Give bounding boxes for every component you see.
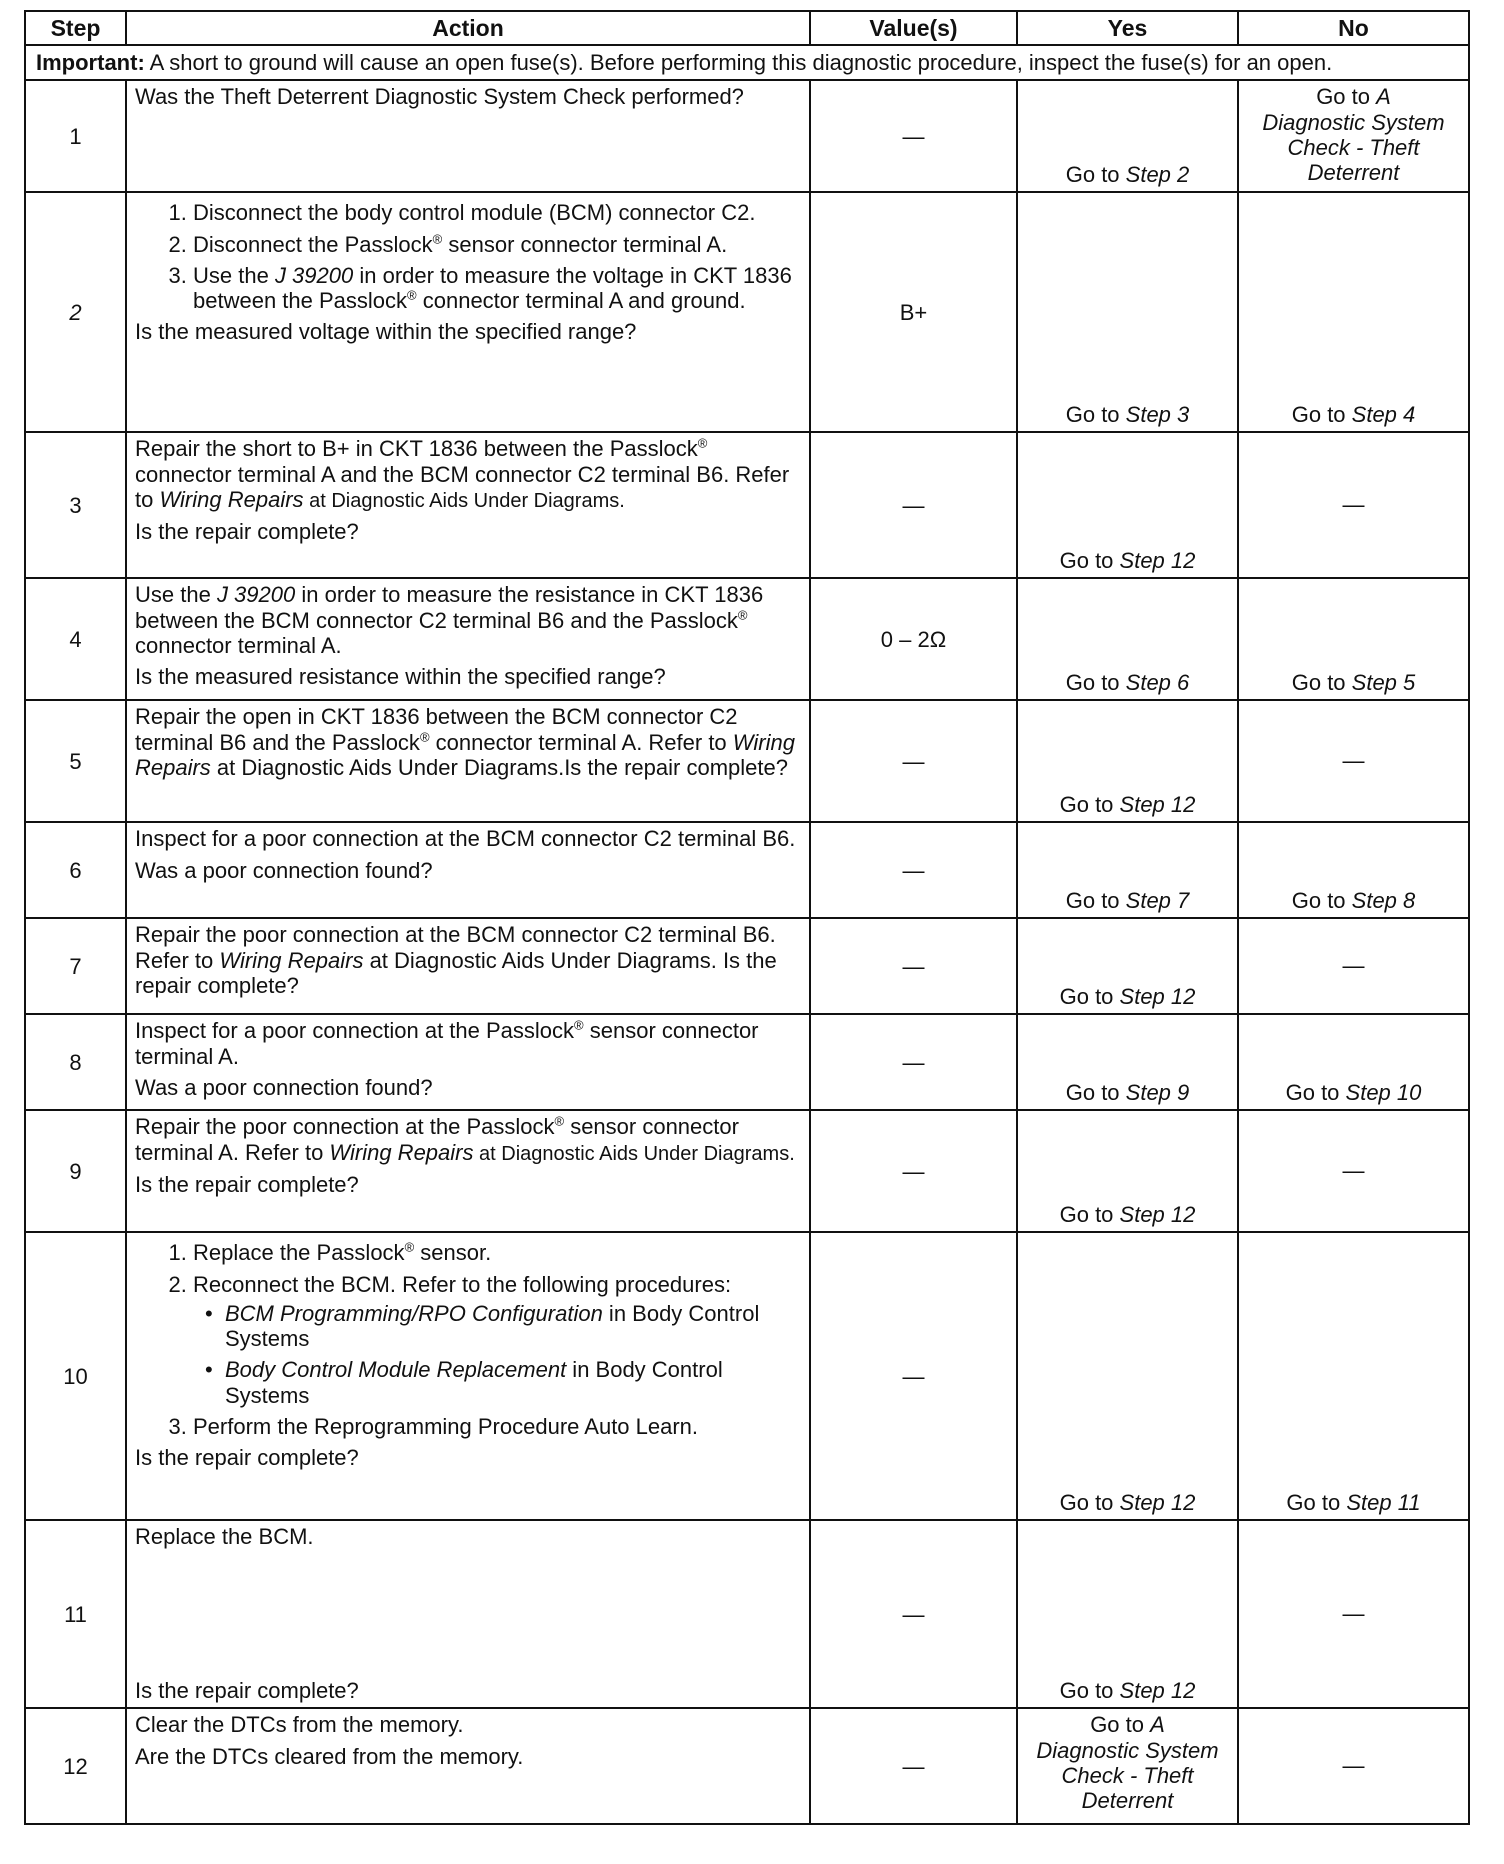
step-number: 6 (25, 822, 126, 918)
step-number: 12 (25, 1708, 126, 1824)
item-text: sensor. (414, 1240, 492, 1266)
yes-link[interactable]: Step 12 (1119, 548, 1196, 573)
text-part: connector terminal A. Refer to (429, 729, 733, 755)
list-item (193, 263, 801, 314)
registered-mark: ® (419, 729, 430, 745)
yes-cell (1017, 1232, 1238, 1520)
registered-mark: ® (574, 1017, 584, 1033)
table-row-step-8 (25, 1014, 1469, 1110)
tool-name: J 39200 (274, 262, 354, 288)
yes-cell (1017, 80, 1238, 192)
no-cell (1238, 1014, 1469, 1110)
no-cell: — (1238, 432, 1469, 578)
table-row-step-10 (25, 1232, 1469, 1520)
no-cell: — (1238, 918, 1469, 1014)
diagnostic-table-sheet (24, 10, 1468, 1825)
yes-link[interactable]: Step 12 (1119, 984, 1196, 1009)
item-text: sensor connector terminal A. (442, 231, 728, 257)
list-item (193, 1272, 801, 1408)
header-row (25, 11, 1469, 45)
action-question: Was a poor connection found? (135, 857, 433, 883)
no-link[interactable]: Step 11 (1346, 1490, 1421, 1515)
yes-link[interactable]: Step 3 (1125, 402, 1190, 427)
action-question: Are the DTCs cleared from the memory. (135, 1743, 524, 1769)
item-text: in Body Control Systems (225, 1357, 723, 1408)
text-part: at Diagnostic Aids Under Diagrams. (473, 1142, 795, 1165)
action-question: Is the repair complete? (135, 518, 359, 544)
registered-mark: ® (407, 287, 417, 303)
action-text (135, 922, 801, 998)
value-cell: B+ (810, 192, 1017, 432)
text-part: sensor connector terminal A. (135, 1018, 759, 1069)
text-part: sensor connector terminal A. Refer to (135, 1114, 739, 1165)
goto-text: Go to (1316, 84, 1377, 110)
list-item (193, 1240, 801, 1265)
text-part: Repair the poor connection at the Passlock (135, 1114, 555, 1140)
item-text: Replace the Passlock (193, 1240, 405, 1266)
procedure-item (225, 1357, 801, 1408)
important-text: A short to ground will cause an open fuse(s). Before performing this diagnostic procedure, inspect the fuse(s) for an open. (144, 50, 1333, 75)
goto-text: Go to (1285, 1080, 1346, 1105)
action-cell (126, 1014, 810, 1110)
action-cell (126, 918, 810, 1014)
no-link[interactable]: Step 10 (1345, 1080, 1422, 1105)
value-cell: 0 – 2Ω (810, 578, 1017, 700)
step-number: 10 (25, 1232, 126, 1520)
text-part: at Diagnostic Aids Under Diagrams. (303, 489, 625, 512)
no-link[interactable]: Step 8 (1351, 888, 1416, 913)
text-part: Inspect for a poor connection at the Passlock (135, 1018, 575, 1044)
action-text (135, 1114, 801, 1165)
important-note (25, 45, 1469, 80)
action-text: Inspect for a poor connection at the BCM connector C2 terminal B6. (135, 826, 796, 852)
value-cell: — (810, 80, 1017, 192)
step-number: 9 (25, 1110, 126, 1232)
list-item (193, 232, 801, 257)
step-number: 4 (25, 578, 126, 700)
action-text: Replace the BCM. (135, 1524, 314, 1550)
yes-link[interactable]: Step 12 (1119, 1202, 1196, 1227)
reference-link: Wiring Repairs (219, 947, 364, 973)
item-text: Use the (193, 262, 275, 288)
yes-link-title[interactable]: Diagnostic System Check - Theft Deterrent (1036, 1737, 1219, 1814)
no-cell (1238, 80, 1469, 192)
yes-link[interactable]: Step 12 (1119, 1490, 1196, 1515)
table-row-step-11 (25, 1520, 1469, 1708)
action-text (135, 1018, 801, 1069)
value-cell: — (810, 1520, 1017, 1708)
yes-cell (1017, 700, 1238, 822)
action-question: Is the measured voltage within the specified range? (135, 319, 637, 345)
yes-link[interactable]: Step 7 (1125, 888, 1190, 913)
goto-text: Go to (1059, 1678, 1120, 1703)
yes-cell (1017, 1110, 1238, 1232)
action-cell (126, 1520, 810, 1708)
no-cell (1238, 192, 1469, 432)
goto-text: Go to (1291, 670, 1352, 695)
value-cell: — (810, 822, 1017, 918)
action-question: Is the measured resistance within the specified range? (135, 664, 666, 690)
goto-text: Go to (1059, 548, 1120, 573)
reference-link: Wiring Repairs (329, 1139, 474, 1165)
no-link[interactable]: Step 4 (1351, 402, 1416, 427)
goto-text: Go to (1059, 1490, 1120, 1515)
reference-link: Body Control Module Replacement (225, 1357, 567, 1383)
no-cell: — (1238, 1708, 1469, 1824)
text-part: at Diagnostic Aids Under Diagrams.Is the repair complete? (210, 754, 788, 780)
yes-cell (1017, 1014, 1238, 1110)
value-cell: — (810, 1232, 1017, 1520)
procedure-item (225, 1301, 801, 1352)
goto-text: Go to (1065, 402, 1126, 427)
step-number: 5 (25, 700, 126, 822)
registered-mark: ® (554, 1113, 565, 1129)
value-cell: — (810, 918, 1017, 1014)
text-part: at Diagnostic Aids Under Diagrams. Is the repair complete? (135, 947, 777, 998)
no-link[interactable]: Step 5 (1351, 670, 1416, 695)
list-item: 3. Perform the Reprogramming Procedure Auto Learn. (193, 1414, 801, 1439)
reference-link: Wiring Repairs (159, 486, 304, 512)
goto-text: Go to (1286, 1490, 1347, 1515)
goto-text: Go to (1059, 792, 1120, 817)
header-value: Value(s) (810, 11, 1017, 45)
item-text: connector terminal A and ground. (416, 288, 746, 314)
registered-mark: ® (432, 231, 443, 247)
action-text: Was the Theft Deterrent Diagnostic System Check performed? (135, 84, 744, 110)
table-row-step-7 (25, 918, 1469, 1014)
goto-text: Go to (1291, 888, 1352, 913)
goto-text: Go to (1291, 402, 1352, 427)
value-cell: — (810, 1014, 1017, 1110)
text-part: Repair the poor connection at the BCM connector C2 terminal B6. Refer to (135, 922, 776, 973)
goto-text: Go to (1065, 162, 1126, 187)
registered-mark: ® (404, 1239, 415, 1255)
yes-link[interactable]: Step 9 (1125, 1080, 1190, 1105)
header-yes: Yes (1017, 11, 1238, 45)
header-step: Step (25, 11, 126, 45)
yes-cell (1017, 918, 1238, 1014)
value-cell: — (810, 1110, 1017, 1232)
step-number: 1 (25, 80, 126, 192)
action-text (135, 704, 801, 780)
step-number: 3 (25, 432, 126, 578)
action-question: Was a poor connection found? (135, 1074, 433, 1100)
reference-link: BCM Programming/RPO Configuration (225, 1300, 603, 1326)
table-row-step-1 (25, 80, 1469, 192)
item-text: in Body Control Systems (225, 1300, 760, 1352)
important-row (25, 45, 1469, 80)
yes-link[interactable]: Step 12 (1119, 792, 1196, 817)
registered-mark: ® (697, 435, 708, 451)
diagnostic-table (24, 10, 1470, 1825)
item-text: Disconnect the Passlock (193, 231, 433, 257)
action-cell (126, 822, 810, 918)
action-cell (126, 192, 810, 432)
action-question: Is the repair complete? (135, 1678, 359, 1703)
table-row-step-3 (25, 432, 1469, 578)
action-question: Is the repair complete? (135, 1171, 359, 1197)
action-text: Clear the DTCs from the memory. (135, 1712, 464, 1738)
yes-cell (1017, 578, 1238, 700)
goto-text: Go to (1065, 1080, 1126, 1105)
no-cell: — (1238, 1110, 1469, 1232)
goto-text: Go to (1059, 984, 1120, 1009)
procedure-list (193, 1301, 801, 1408)
no-cell (1238, 578, 1469, 700)
text-part: Use the (135, 582, 217, 608)
header-action: Action (126, 11, 810, 45)
action-cell (126, 1708, 810, 1824)
action-cell (126, 1232, 810, 1520)
yes-link[interactable]: Step 6 (1125, 670, 1190, 695)
no-cell: — (1238, 1520, 1469, 1708)
action-cell (126, 80, 810, 192)
table-row-step-12 (25, 1708, 1469, 1824)
registered-mark: ® (737, 607, 748, 623)
text-part: Repair the short to B+ in CKT 1836 between the Passlock (135, 436, 698, 462)
action-text (135, 582, 801, 658)
value-cell: — (810, 432, 1017, 578)
text-part: in order to measure the resistance in CKT 1836 between the BCM connector C2 terminal B6 and the Passlock (135, 582, 764, 633)
yes-link[interactable]: A (1150, 1712, 1165, 1738)
item-text: in order to measure the voltage in CKT 1836 between the Passlock (193, 262, 792, 314)
goto-text: Go to (1065, 670, 1126, 695)
text-part: connector terminal A and the BCM connector C2 terminal B6. Refer to (135, 461, 790, 512)
table-row-step-2 (25, 192, 1469, 432)
action-question: Is the repair complete? (135, 1445, 359, 1471)
yes-cell (1017, 822, 1238, 918)
text-part: connector terminal A. (135, 632, 342, 658)
step-number: 2 (25, 192, 126, 432)
yes-link[interactable]: Step 12 (1119, 1678, 1196, 1703)
action-text (135, 436, 801, 513)
item-text: Reconnect the BCM. Refer to the following procedures: (193, 1271, 732, 1297)
no-cell (1238, 822, 1469, 918)
header-no: No (1238, 11, 1469, 45)
list-item: 1. Disconnect the body control module (BCM) connector C2. (193, 200, 801, 225)
yes-cell (1017, 432, 1238, 578)
step-number: 11 (25, 1520, 126, 1708)
action-list (135, 200, 801, 313)
text-part: Repair the open in CKT 1836 between the BCM connector C2 terminal B6 and the Passlock (135, 704, 738, 755)
table-row-step-9 (25, 1110, 1469, 1232)
yes-link[interactable]: Step 2 (1125, 162, 1190, 187)
no-link-title[interactable]: Diagnostic System Check - Theft Deterrent (1262, 109, 1445, 186)
goto-text: Go to (1090, 1712, 1151, 1738)
action-list (135, 1240, 801, 1439)
important-label: Important: (36, 50, 145, 75)
no-cell (1238, 1232, 1469, 1520)
goto-text: Go to (1059, 1202, 1120, 1227)
yes-cell (1017, 1708, 1238, 1824)
action-cell (126, 700, 810, 822)
yes-cell (1017, 192, 1238, 432)
table-row-step-5 (25, 700, 1469, 822)
yes-cell (1017, 1520, 1238, 1708)
action-cell (126, 432, 810, 578)
no-cell: — (1238, 700, 1469, 822)
goto-text: Go to (1065, 888, 1126, 913)
action-cell (126, 578, 810, 700)
table-row-step-6 (25, 822, 1469, 918)
action-cell (126, 1110, 810, 1232)
step-number: 7 (25, 918, 126, 1014)
value-cell: — (810, 700, 1017, 822)
table-row-step-4 (25, 578, 1469, 700)
value-cell: — (810, 1708, 1017, 1824)
reference-link: Wiring Repairs (135, 729, 795, 780)
step-number: 8 (25, 1014, 126, 1110)
no-link[interactable]: A (1376, 84, 1391, 110)
tool-name: J 39200 (216, 582, 296, 608)
